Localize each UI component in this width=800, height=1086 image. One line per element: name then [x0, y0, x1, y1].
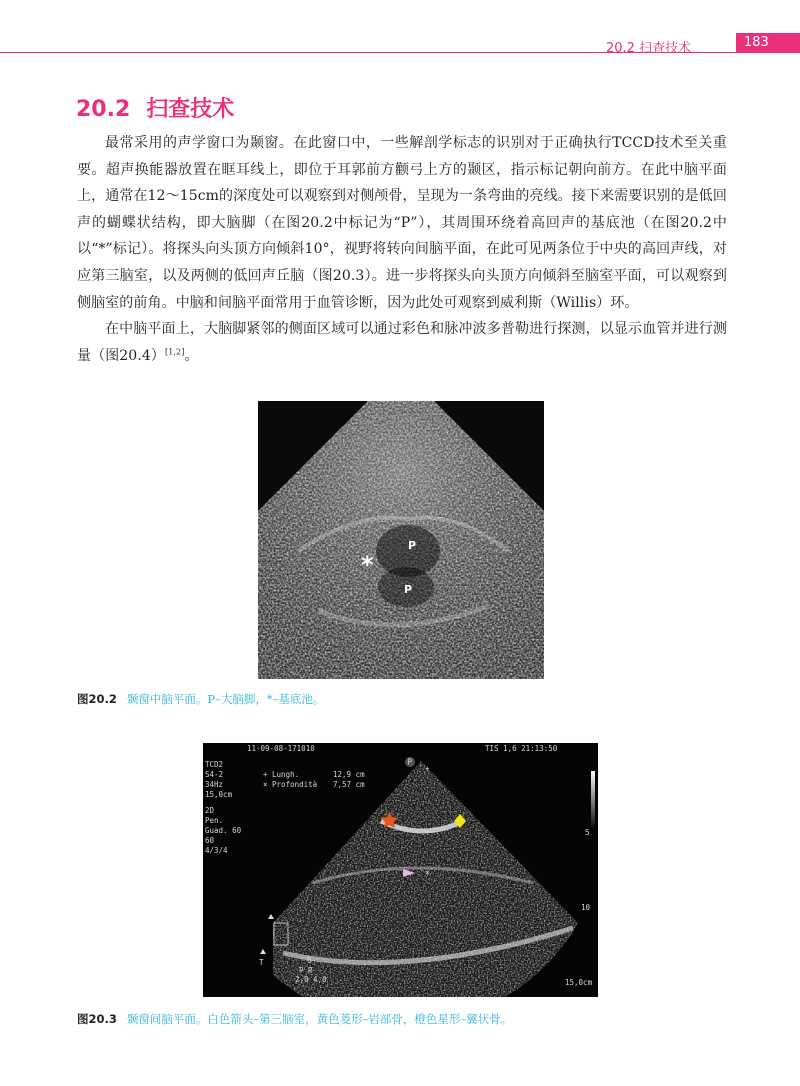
figure-20-2-star-label: * [361, 551, 374, 579]
figure-20-3-foot-2: 2,0 4,0 [295, 975, 327, 984]
figure-20-3-tis: TIS 1,6 21:13:50 [485, 744, 558, 753]
figure-20-3-scale-10: 10 [581, 903, 591, 912]
figure-20-3-left-line: Pen. [205, 816, 224, 825]
paragraph-2-end: 。 [184, 347, 199, 364]
figure-20-3-top-line: 11-09-08-171010 [247, 744, 315, 753]
measure-plus-icon: + [425, 764, 430, 773]
figure-20-3-measure-2-label: × Profondità [263, 780, 318, 789]
figure-20-2-caption-text: 颞窗中脑平面。P–大脑脚，*–基底池。 [126, 692, 325, 706]
figure-20-3-image [203, 743, 598, 997]
figure-20-3-foot-t: T [259, 958, 264, 967]
figure-20-3-scale-15: 15,0cm [565, 978, 593, 987]
figure-20-3-measure-1-label: + Lungh. [263, 770, 300, 779]
figure-20-2-image [258, 401, 544, 679]
figure-20-3-left-line: 34Hz [205, 780, 224, 789]
figure-20-3-left-line: 15,0cm [205, 790, 233, 799]
figure-20-2-p-label-1: P [408, 539, 417, 552]
grayscale-bar [591, 771, 595, 831]
figure-20-3-number: 图20.3 [77, 1012, 117, 1026]
figure-20-2-caption [77, 691, 324, 707]
body-paragraph-2 [77, 316, 727, 369]
figure-20-3-left-line: Guad. 60 [205, 826, 242, 835]
page-number: 183 [736, 33, 800, 53]
figure-20-3-left-line: S4-2 [205, 770, 224, 779]
figure-20-3-left-line: 60 [205, 836, 215, 845]
figure-20-3-foot-6: 6 [307, 956, 312, 965]
figure-20-2-number: 图20.2 [77, 692, 117, 706]
figure-20-3-scale-5: 5 [585, 828, 590, 837]
figure-20-3-measure-1-value: 12,9 cm [333, 770, 365, 779]
figure-20-3-left-line: 2D [205, 806, 215, 815]
figure-20-3-left-line: TCD2 [205, 760, 224, 769]
body-paragraph-1: 最常采用的声学窗口为颞窗。在此窗口中，一些解剖学标志的识别对于正确执行TCCD技术至关重要。超声换能器放置在眶耳线上，即位于耳郭前方颧弓上方的颞区，指示标记朝向前方。在此中脑平面上，通常在12～15cm的深度处可以观察到对侧颅骨，呈现为一条弯曲的亮线。接下来需要识别的是低回声的蝴蝶状结构，即大脑脚（在图20.2中标记为“P”），其周围环绕着高回声的基底池（在图20.2中以“*”标记）。将探头向头顶方向倾斜10°，视野将转向间脑平面，在此可见两条位于中央的高回声线，对应第三脑室，以及两侧的低回声丘脑（图20.3）。进一步将探头向头顶方向倾斜至脑室平面，可以观察到侧脑室的前角。中脑和间脑平面常用于血管诊断，因为此处可观察到威利斯（Willis）环。 [77, 135, 727, 311]
figure-20-3-probe-marker: P [407, 757, 413, 767]
running-head: 20.2 扫查技术 [606, 41, 692, 56]
figure-20-3-caption [77, 1011, 512, 1027]
figure-20-3-measure-2-value: 7,57 cm [333, 780, 365, 789]
citation-ref: [1,2] [164, 346, 185, 356]
figure-20-3-caption-text: 颞窗间脑平面。白色箭头–第三脑室，黄色菱形–岩部骨，橙色星形–翼状骨。 [126, 1012, 513, 1026]
section-number: 20.2 [76, 97, 131, 122]
figure-20-3-foot-1: P R [299, 966, 313, 975]
section-title-text: 扫查技术 [146, 97, 235, 122]
section-title [76, 92, 234, 123]
paragraph-2-text: 在中脑平面上，大脑脚紧邻的侧面区域可以通过彩色和脉冲波多普勒进行探测，以显示血管并进行测量（图20.4） [77, 321, 727, 364]
figure-20-2-p-label-2: P [404, 583, 413, 596]
figure-20-3-left-line: 4/3/4 [205, 846, 228, 855]
measure-cross-icon: × [425, 868, 430, 877]
